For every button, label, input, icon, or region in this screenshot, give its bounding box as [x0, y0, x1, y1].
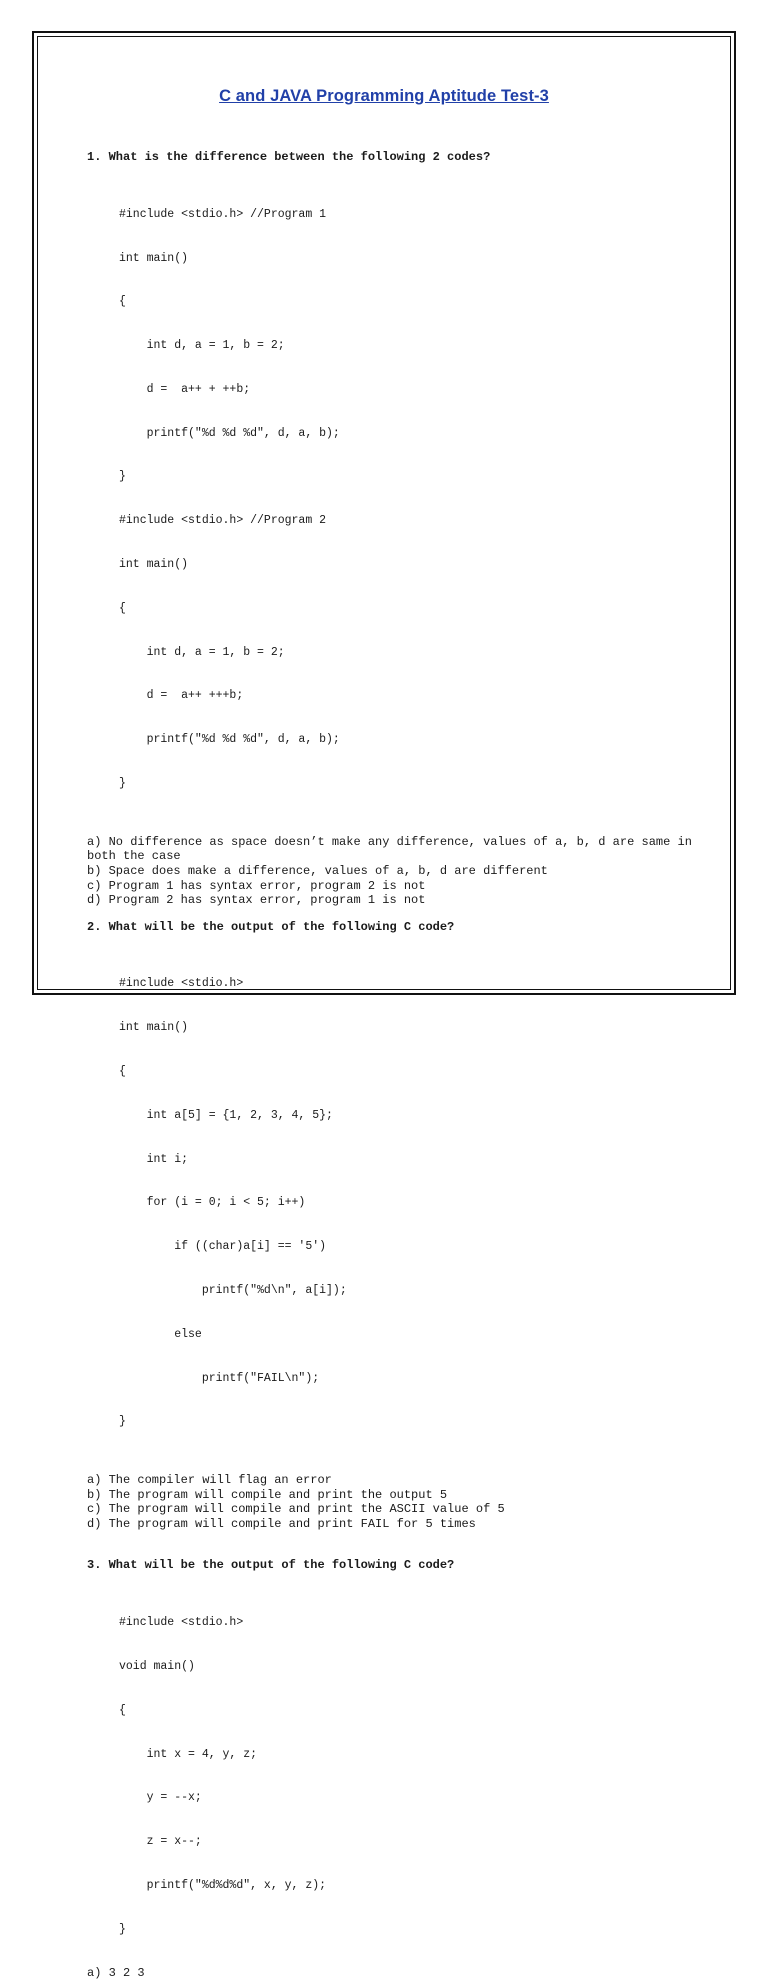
question-3-options — [87, 1966, 707, 1981]
code-line: else — [119, 1327, 202, 1341]
code-line: int d, a = 1, b = 2; — [119, 645, 285, 659]
code-line: #include <stdio.h> //Program 2 — [119, 514, 327, 528]
page-title[interactable]: C and JAVA Programming Aptitude Test-3 — [219, 87, 549, 105]
code-line: printf("%d %d %d", d, a, b); — [119, 733, 340, 747]
code-line: } — [119, 1922, 126, 1936]
code-line: #include <stdio.h> //Program 1 — [119, 207, 327, 221]
code-line: { — [119, 1065, 126, 1079]
code-line: { — [119, 1703, 126, 1717]
code-line: { — [119, 601, 126, 615]
option-c: c) The program will compile and print the ASCII value of 5 — [87, 1502, 505, 1517]
code-line: y = --x; — [119, 1791, 202, 1805]
option-a: a) 3 2 3 — [87, 1966, 145, 1981]
code-line: printf("FAIL\n"); — [119, 1371, 320, 1385]
code-line: #include <stdio.h> — [119, 1616, 244, 1630]
code-line: d = a++ + ++b; — [119, 382, 251, 396]
option-b: b) The program will compile and print the output 5 — [87, 1487, 448, 1502]
code-line: int a[5] = {1, 2, 3, 4, 5}; — [119, 1108, 333, 1122]
code-line: int main() — [119, 251, 189, 265]
question-1-prompt: 1. What is the difference between the following 2 codes? — [87, 150, 491, 164]
code-line: } — [119, 470, 126, 484]
code-line: int main() — [119, 558, 189, 572]
document-body — [87, 150, 707, 1981]
code-line: int main() — [119, 1021, 189, 1035]
code-line: void main() — [119, 1660, 195, 1673]
question-2-code — [87, 948, 707, 1459]
code-line: int i; — [119, 1152, 189, 1166]
code-line: { — [119, 295, 126, 309]
code-line: printf("%d%d%d", x, y, z); — [119, 1878, 327, 1892]
question-2-options — [87, 1473, 707, 1531]
option-b: b) Space does make a difference, values of a, b, d are different — [87, 863, 548, 878]
question-3-code — [87, 1587, 707, 1966]
code-line: printf("%d %d %d", d, a, b); — [119, 426, 340, 440]
code-line: d = a++ +++b; — [119, 689, 244, 703]
code-line: z = x--; — [119, 1835, 202, 1849]
question-3-prompt: 3. What will be the output of the following C code? — [87, 1558, 455, 1573]
code-line: printf("%d\n", a[i]); — [119, 1283, 347, 1297]
code-line: int x = 4, y, z; — [119, 1747, 258, 1761]
option-d: d) Program 2 has syntax error, program 1 is not — [87, 893, 426, 908]
option-a: a) The compiler will flag an error — [87, 1473, 332, 1488]
code-line: } — [119, 776, 126, 790]
code-line: int d, a = 1, b = 2; — [119, 339, 285, 353]
code-line: } — [119, 1415, 126, 1429]
question-1-code — [87, 179, 707, 821]
code-line: for (i = 0; i < 5; i++) — [119, 1196, 306, 1210]
option-a: a) No difference as space doesn’t make any difference, values of a, b, d are same in both the case — [87, 834, 700, 864]
code-line: #include <stdio.h> — [119, 977, 244, 991]
question-2-prompt: 2. What will be the output of the following C code? — [87, 919, 455, 934]
option-d: d) The program will compile and print FAIL for 5 times — [87, 1516, 476, 1531]
option-c: c) Program 1 has syntax error, program 2 is not — [87, 878, 426, 893]
question-1-options — [87, 835, 707, 908]
code-line: if ((char)a[i] == '5') — [119, 1240, 327, 1254]
